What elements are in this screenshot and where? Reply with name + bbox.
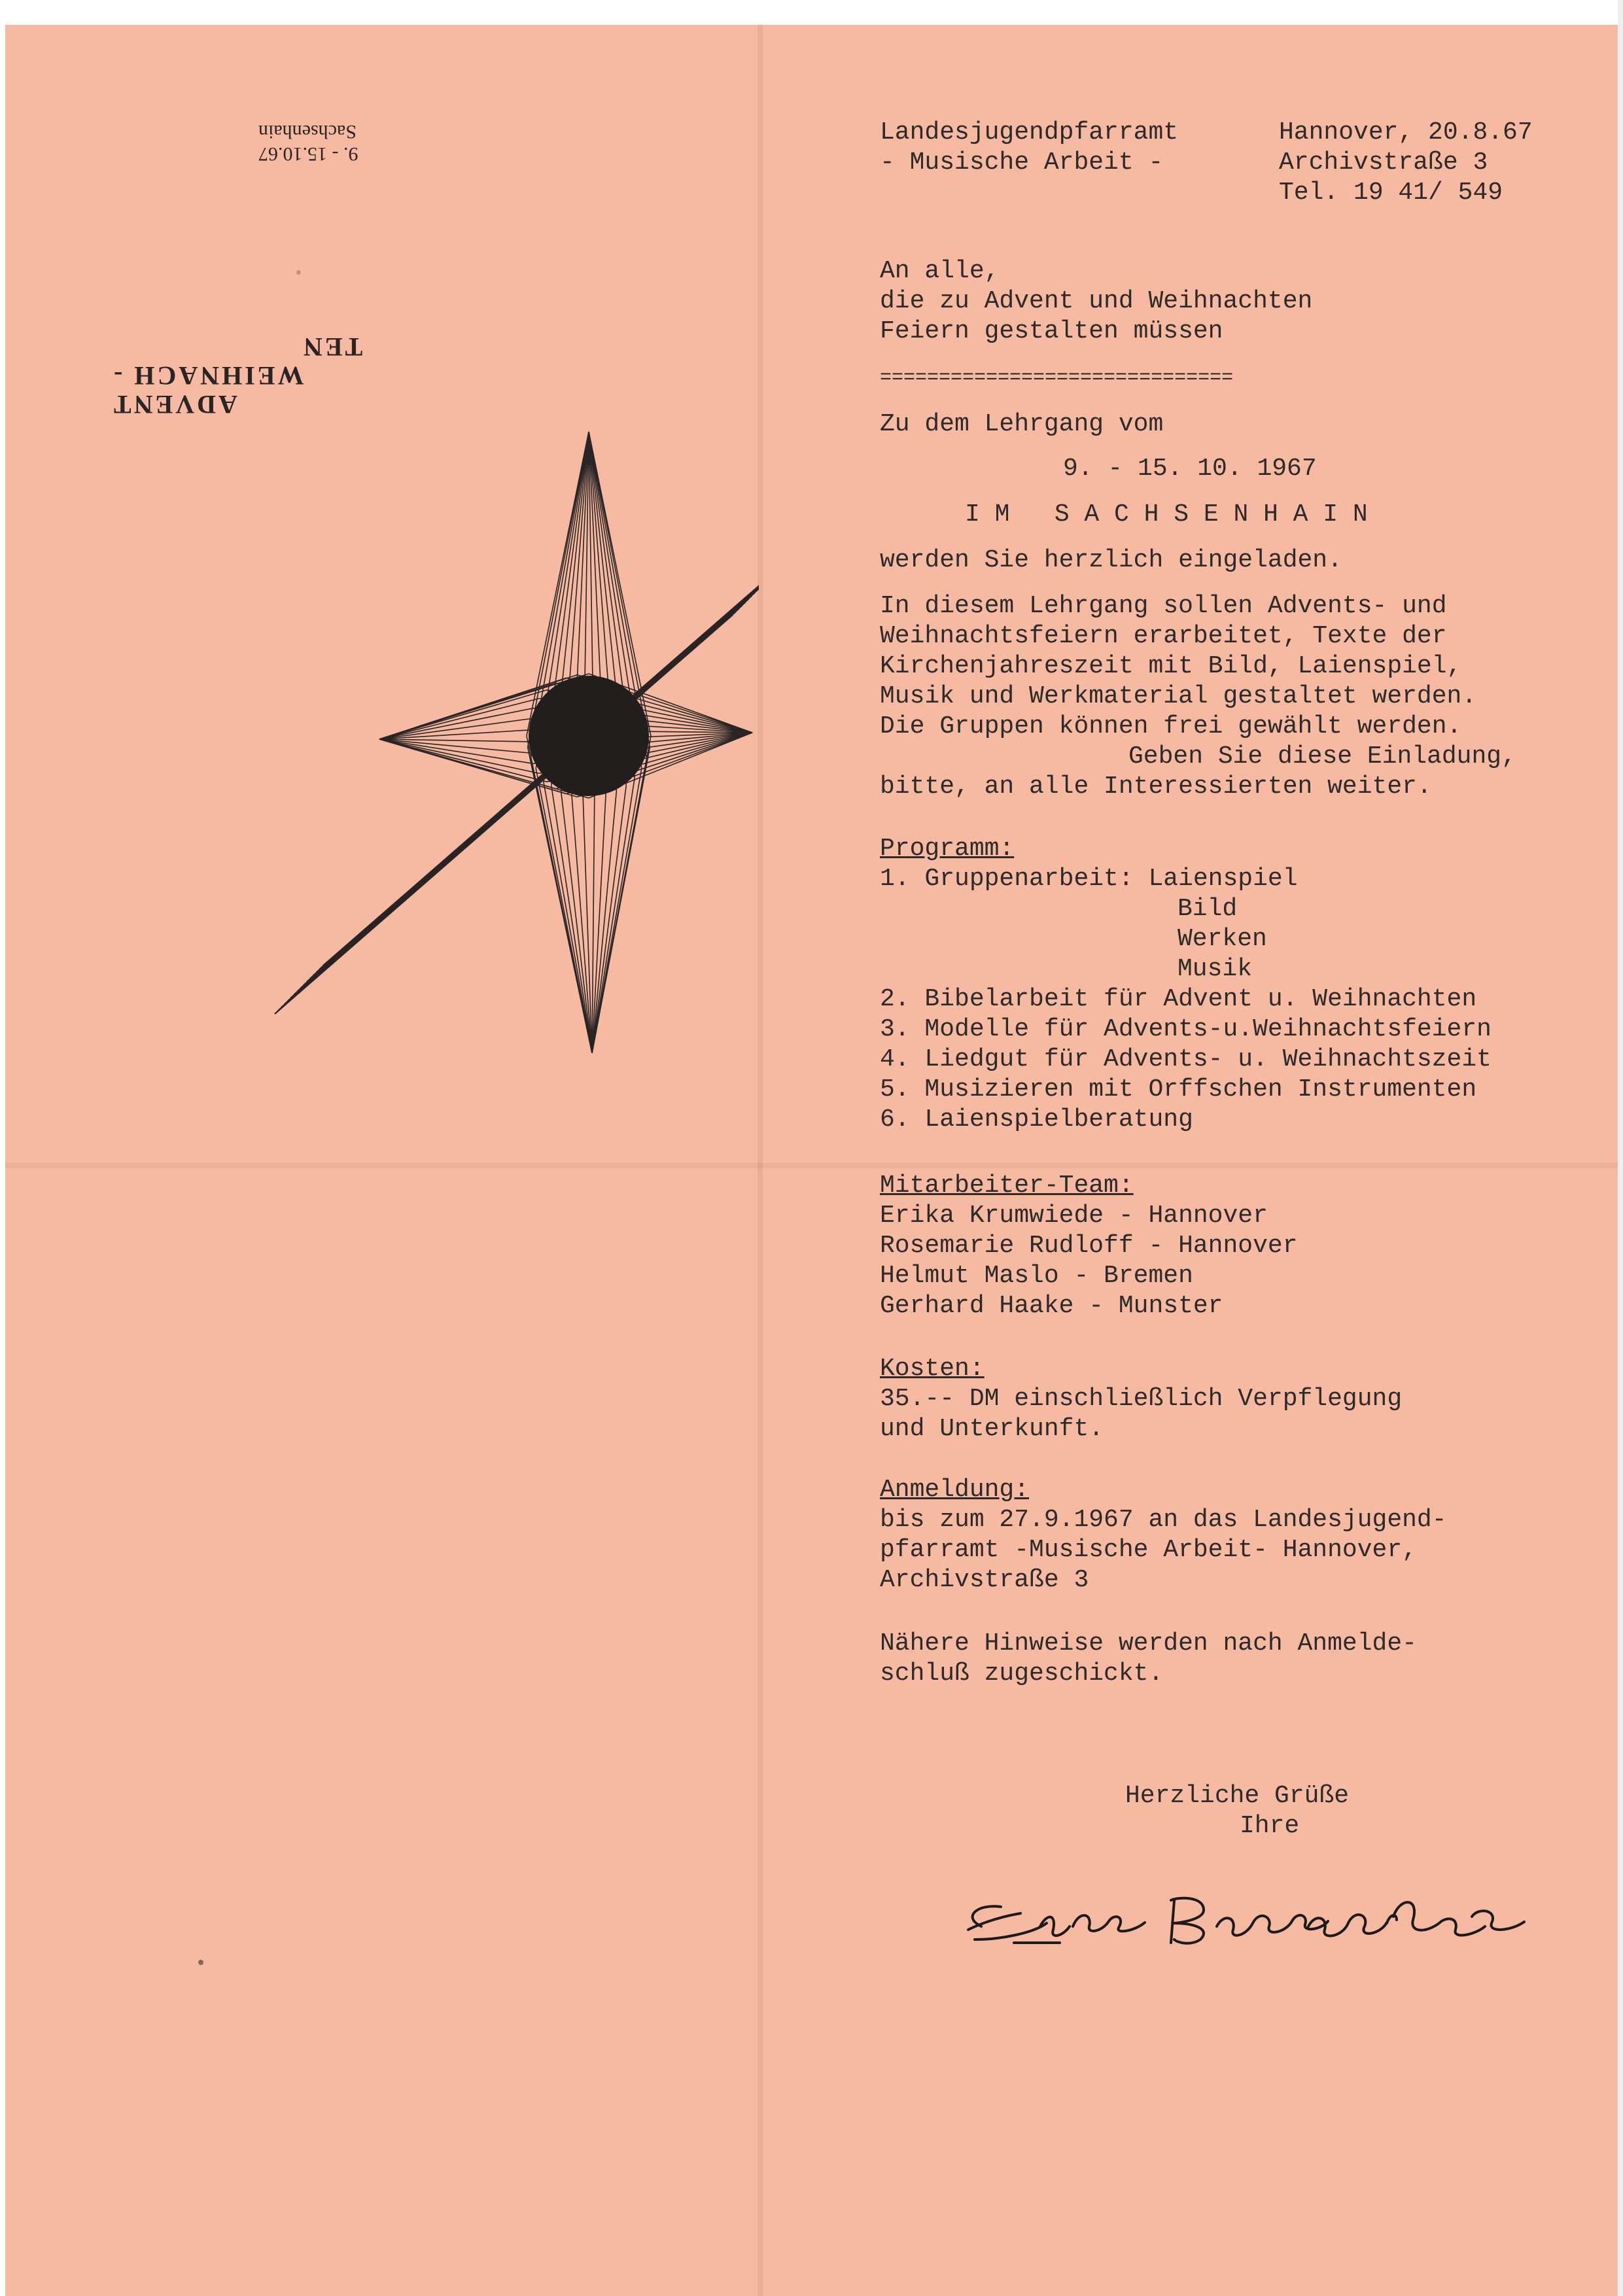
address-line1: An alle, — [880, 257, 1000, 285]
scan-margin — [1618, 0, 1623, 2296]
paper-speck — [198, 1960, 203, 1965]
star-string-line — [379, 719, 529, 739]
anmeldung-heading: Anmeldung: — [880, 1476, 1030, 1504]
programm-item2: 2. Bibelarbeit für Advent u. Weihnachten — [880, 985, 1477, 1013]
star-string-line — [572, 795, 592, 1053]
intro-line2: werden Sie herzlich eingeladen. — [880, 546, 1342, 574]
team-member3: Helmut Maslo - Bremen — [880, 1262, 1193, 1290]
kosten-line2: und Unterkunft. — [880, 1415, 1104, 1443]
programm-item1-sub2: Werken — [1178, 925, 1267, 953]
phone: Tel. 19 41/ 549 — [1279, 179, 1503, 207]
star-string-line — [379, 699, 539, 739]
cover-dates: 9. - 15.10.67 — [258, 143, 358, 165]
kosten-line1: 35.-- DM einschließlich Verpflegung — [880, 1385, 1403, 1413]
address-line2: die zu Advent und Weihnachten — [880, 287, 1313, 315]
paper-speck — [296, 270, 301, 275]
org-line2: - Musische Arbeit - — [880, 148, 1164, 177]
closing-greeting: Herzliche Grüße — [1125, 1782, 1350, 1810]
team-member2: Rosemarie Rudloff - Hannover — [880, 1232, 1298, 1260]
body-line4: Musik und Werkmaterial gestaltet werden. — [880, 682, 1477, 710]
kosten-heading: Kosten: — [880, 1355, 985, 1383]
star-string-line — [543, 778, 592, 1053]
star-string-line — [551, 786, 592, 1053]
cover-title-line2: WEIHNACH - — [111, 361, 304, 391]
programm-item5: 5. Musizieren mit Orffschen Instrumenten — [880, 1075, 1477, 1104]
star-string-line — [379, 739, 539, 773]
star-string-line — [592, 786, 626, 1053]
programm-item1: 1. Gruppenarbeit: Laienspiel — [880, 865, 1298, 893]
programm-item6: 6. Laienspielberatung — [880, 1105, 1193, 1134]
body-line3: Kirchenjahreszeit mit Bild, Laienspiel, — [880, 652, 1462, 680]
place-date: Hannover, 20.8.67 — [1279, 118, 1533, 147]
star-center-disc — [529, 676, 649, 796]
programm-item1-sub3: Musik — [1178, 955, 1253, 983]
address-line3: Feiern gestalten müssen — [880, 317, 1223, 345]
street: Archivstraße 3 — [1279, 148, 1488, 177]
handwritten-signature — [942, 1877, 1557, 1956]
anmeldung-line2: pfarramt -Musische Arbeit- Hannover, — [880, 1536, 1417, 1564]
org-line1: Landesjugendpfarramt — [880, 118, 1179, 147]
team-heading: Mitarbeiter-Team: — [880, 1172, 1134, 1200]
team-member4: Gerhard Haake - Munster — [880, 1292, 1223, 1320]
course-place: I M S A C H S E N H A I N — [965, 500, 1368, 529]
body-line6: Geben Sie diese Einladung, — [1128, 742, 1516, 771]
cover-title-line3: TEN — [301, 332, 363, 362]
body-line1: In diesem Lehrgang sollen Advents- und — [880, 592, 1447, 620]
course-dates: 9. - 15. 10. 1967 — [1063, 455, 1317, 483]
team-member1: Erika Krumwiede - Hannover — [880, 1202, 1268, 1230]
programm-item1-sub1: Bild — [1178, 895, 1238, 923]
body-line7: bitte, an alle Interessierten weiter. — [880, 773, 1432, 801]
programm-item3: 3. Modelle für Advents-u.Weihnachtsfeiern — [880, 1015, 1492, 1043]
cross-string-lines — [275, 567, 759, 1015]
hinweise-line1: Nähere Hinweise werden nach Anmelde- — [880, 1629, 1417, 1658]
intro-line1: Zu dem Lehrgang vom — [880, 410, 1164, 438]
address-rule: ============================== — [880, 367, 1234, 389]
star-string-line — [379, 739, 547, 782]
body-line2: Weihnachtsfeiern erarbeitet, Texte der — [880, 622, 1447, 650]
cover-place: Sachsenhain — [258, 121, 357, 143]
cover-dates-block — [258, 119, 428, 165]
cover-title — [111, 332, 425, 419]
star-cross-illustration — [268, 425, 759, 1053]
anmeldung-line3: Archivstraße 3 — [880, 1566, 1089, 1594]
programm-item4: 4. Liedgut für Advents- u. Weihnachtszeit — [880, 1045, 1492, 1073]
closing-yours: Ihre — [1240, 1812, 1300, 1840]
star-string-line — [592, 778, 635, 1053]
programm-heading: Programm: — [880, 835, 1015, 863]
body-line5: Die Gruppen können frei gewählt werden. — [880, 712, 1462, 740]
anmeldung-line1: bis zum 27.9.1967 an das Landesjugend- — [880, 1506, 1447, 1534]
hinweise-line2: schluß zugeschickt. — [880, 1660, 1164, 1688]
cover-title-line1: ADVENT — [111, 390, 237, 419]
